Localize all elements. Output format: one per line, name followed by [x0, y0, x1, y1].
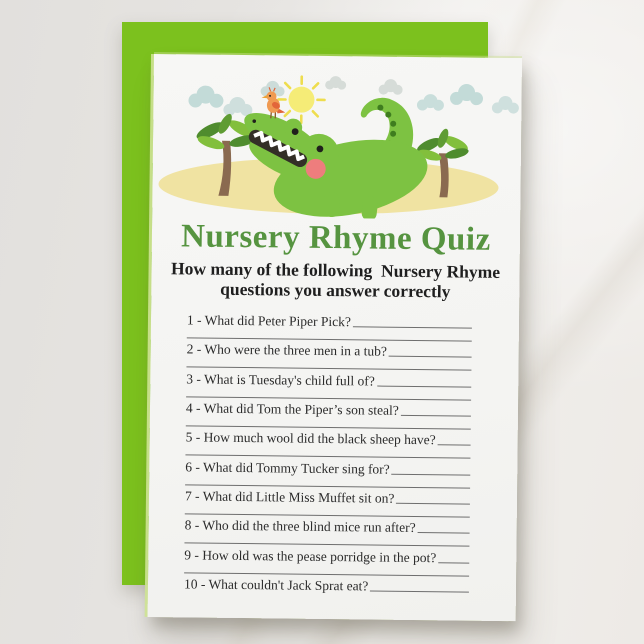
- answer-continuation-line: [185, 455, 470, 459]
- answer-continuation-line: [185, 484, 470, 488]
- cloud-icon: [450, 84, 483, 105]
- cloud-icon: [492, 96, 519, 114]
- cloud-icon: [188, 85, 223, 107]
- question-text: 3 - What is Tuesday's child full of?: [186, 371, 375, 389]
- subtitle-line1: How many of the following Nursery Rhyme: [170, 258, 501, 282]
- question-text: 7 - What did Little Miss Muffet sit on?: [184, 488, 395, 506]
- cloud-icon: [325, 76, 346, 90]
- cloud-icon: [379, 79, 403, 95]
- answer-blank-line: [401, 415, 471, 417]
- answer-continuation-line: [184, 543, 469, 547]
- cloud-icon: [417, 94, 444, 111]
- question-row: [184, 518, 469, 551]
- question-row: [185, 488, 470, 521]
- answer-continuation-line: [186, 367, 471, 371]
- question-text: 8 - Who did the three blind mice run after?: [184, 517, 416, 536]
- answer-blank-line: [389, 356, 472, 358]
- answer-blank-line: [377, 385, 471, 387]
- question-row: [185, 459, 470, 492]
- answer-blank-line: [418, 532, 470, 534]
- answer-blank-line: [392, 473, 471, 475]
- question-row: [184, 576, 469, 609]
- answer-blank-line: [370, 591, 469, 593]
- question-row: [184, 547, 469, 580]
- sun-icon: [278, 76, 325, 123]
- question-text: 10 - What couldn't Jack Sprat eat?: [183, 576, 369, 594]
- question-text: 6 - What did Tommy Tucker sing for?: [185, 459, 390, 477]
- answer-blank-line: [353, 326, 472, 328]
- question-text: 4 - What did Tom the Piper’s son steal?: [185, 400, 399, 418]
- question-row: [186, 342, 471, 375]
- answer-blank-line: [396, 503, 470, 505]
- answer-continuation-line: [187, 337, 472, 341]
- question-text: 9 - How old was the pease porridge in the pot?: [184, 547, 437, 565]
- subtitle-line2: questions you answer correctly: [220, 278, 451, 302]
- question-list: [184, 312, 472, 609]
- question-row: [185, 430, 470, 463]
- question-row: [187, 312, 472, 345]
- answer-blank-line: [438, 445, 471, 446]
- answer-continuation-line: [186, 396, 471, 400]
- crocodile-beach-illustration: [152, 54, 522, 220]
- answer-continuation-line: [184, 572, 469, 576]
- answer-continuation-line: [186, 425, 471, 429]
- question-row: [186, 371, 471, 404]
- cloud-icon: [223, 97, 252, 116]
- question-text: 5 - How much wool did the black sheep have?: [185, 429, 436, 448]
- card-subtitle: [151, 258, 519, 302]
- question-row: [186, 400, 471, 433]
- answer-blank-line: [438, 562, 469, 563]
- answer-continuation-line: [185, 513, 470, 517]
- page-title: Nursery Rhyme Quiz: [180, 218, 491, 258]
- question-text: 2 - Who were the three men in a tub?: [186, 341, 388, 360]
- question-text: 1 - What did Peter Piper Pick?: [186, 312, 352, 330]
- quiz-card: [148, 54, 522, 621]
